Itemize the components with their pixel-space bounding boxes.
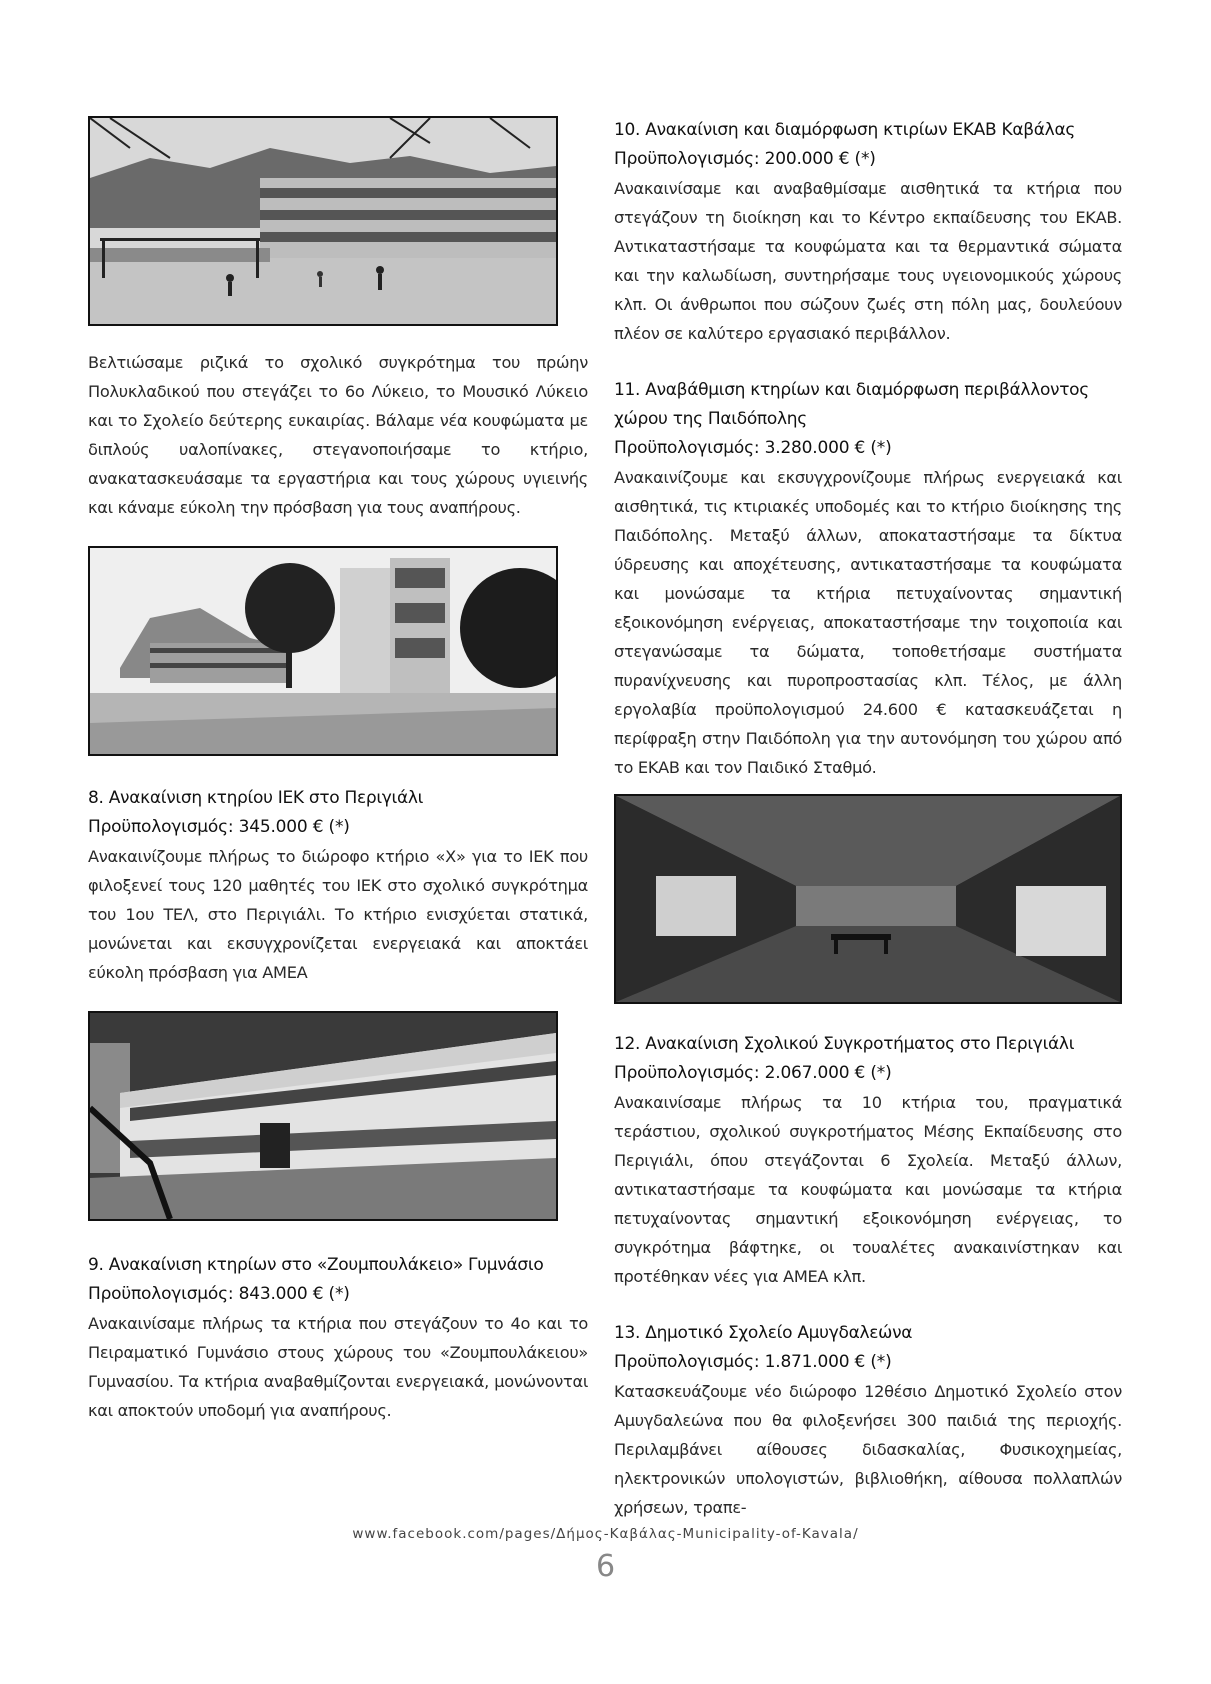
item-9-body: Ανακαινίσαμε πλήρως τα κτήρια που στεγάζουν το 4ο και το Πειραματικό Γυμνάσιο στους χώρους του «Ζουμπουλάκειου» Γυμνασίου. Τα κτήρια αναβαθμίζονται ενεργειακά, μονώνονται και αποκτούν υποδομή για αναπήρους. [88, 1314, 588, 1420]
item-8-title: 8. Ανακαίνιση κτηρίου ΙΕΚ στο Περιγιάλι [88, 788, 424, 808]
item-11-title: 11. Αναβάθμιση κτηρίων και διαμόρφωση περιβάλλοντος χώρου της Παιδόπολης [614, 380, 1089, 429]
school-yard-photo [88, 116, 558, 326]
left-column [88, 116, 588, 1425]
item-8 [88, 784, 588, 987]
item-9 [88, 1251, 588, 1425]
hall-interior-photo [614, 794, 1122, 1004]
item-13 [614, 1319, 1122, 1522]
right-column [614, 116, 1122, 1522]
item-12-body: Ανακαινίσαμε πλήρως τα 10 κτήρια του, πραγματικά τεράστιου, σχολικού συγκροτήματος Μέσης Εκπαίδευσης στο Περιγιάλι, όπου στεγάζονται 6 Σχολεία. Μεταξύ άλλων, αντικαταστήσαμε τα κουφώματα και μονώσαμε τα κτήρια πετυχαίνοντας σημαντική εξοικονόμηση ενέργειας, το συγκρότημα βάφτηκε, οι τουαλέτες ανακαινίστηκαν και προτέθηκαν νέες για ΑΜΕΑ κλπ. [614, 1093, 1122, 1286]
page-number: 6 [595, 1549, 616, 1584]
item-10 [614, 116, 1122, 348]
item-12-budget: Προϋπολογισμός: 2.067.000 € (*) [614, 1063, 892, 1083]
item-13-body: Κατασκευάζουμε νέο διώροφο 12θέσιο Δημοτικό Σχολείο στον Αμυγδαλεώνα που θα φιλοξενήσει 300 παιδιά της περιοχής. Περιλαμβάνει αίθουσες διδασκαλίας, Φυσικοχημείας, ηλεκτρονικών υπολογιστών, βιβλιοθήκη, αίθουσα πολλαπλών χρήσεων, τραπε- [614, 1382, 1122, 1517]
item-8-budget: Προϋπολογισμός: 345.000 € (*) [88, 817, 350, 837]
item-11-body: Ανακαινίζουμε και εκσυγχρονίζουμε πλήρως ενεργειακά και αισθητικά, τις κτιριακές υποδομές και το κτήριο διοίκησης της Παιδόπολης. Μεταξύ άλλων, αποκαταστήσαμε τα δίκτυα ύδρευσης και αποχέτευσης, αντικαταστήσαμε τα κουφώματα και μονώσαμε τα κτήρια πετυχαίνοντας σημαντική εξοικονόμηση ενέργειας, αποκαταστήσαμε την τοιχοποιία και στεγανώσαμε τα δώματα, τοποθετήσαμε συστήματα πυρανίχνευσης και πυροπροστασίας κλπ. Τέλος, με άλλη εργολαβία προϋπολογισμού 24.600 € κατασκευάζεται η περίφραξη στην Παιδόπολη για την αυτονόμηση του χώρου από το ΕΚΑΒ και τον Παιδικό Σταθμό. [614, 468, 1122, 777]
item-10-body: Ανακαινίσαμε και αναβαθμίσαμε αισθητικά τα κτήρια που στεγάζουν τη διοίκηση και το Κέντρο εκπαίδευσης του ΕΚΑΒ. Αντικαταστήσαμε τα κουφώματα και τα θερμαντικά σώματα και την καλωδίωση, συντηρήσαμε τους υγειονομικούς χώρους κλπ. Οι άνθρωποι που σώζουν ζωές στη πόλη μας, δουλεύουν πλέον σε καλύτερο εργασιακό περιβάλλον. [614, 179, 1122, 343]
item-12-title: 12. Ανακαίνιση Σχολικού Συγκροτήματος στο Περιγιάλι [614, 1034, 1075, 1054]
footer-url[interactable]: www.facebook.com/pages/Δήμος-Καβάλας-Municipality-of-Kavala/ [352, 1526, 859, 1542]
item-8-body: Ανακαινίζουμε πλήρως το διώροφο κτήριο «Χ» για το ΙΕΚ που φιλοξενεί τους 120 μαθητές του ΙΕΚ στο σχολικό συγκρότημα του 1ου ΤΕΛ, στο Περιγιάλι. Το κτήριο ενισχύεται στατικά, μονώνεται και εκσυγχρονίζεται ενεργειακά και αποκτάει εύκολη πρόσβαση για ΑΜΕΑ [88, 847, 588, 982]
item-12 [614, 1030, 1122, 1291]
item-10-title: 10. Ανακαίνιση και διαμόρφωση κτιρίων ΕΚΑΒ Καβάλας [614, 120, 1076, 140]
item-11 [614, 376, 1122, 782]
item-13-budget: Προϋπολογισμός: 1.871.000 € (*) [614, 1352, 892, 1372]
item-13-title: 13. Δημοτικό Σχολείο Αμυγδαλεώνα [614, 1323, 913, 1343]
school-building-photo [88, 546, 558, 756]
item-9-budget: Προϋπολογισμός: 843.000 € (*) [88, 1284, 350, 1304]
item-10-budget: Προϋπολογισμός: 200.000 € (*) [614, 149, 876, 169]
intro-paragraph: Βελτιώσαμε ριζικά το σχολικό συγκρότημα του πρώην Πολυκλαδικού που στεγάζει το 6ο Λύκειο, το Μουσικό Λύκειο και το Σχολείο δεύτερης ευκαιρίας. Βάλαμε νέα κουφώματα με διπλούς υαλοπίνακες, στεγανοποιήσαμε το κτήριο, ανακατασκευάσαμε τα εργαστήρια και τους χώρους υγιεινής και κάναμε εύκολη την πρόσβαση για τους αναπήρους. [88, 353, 588, 517]
iek-building-photo [88, 1011, 558, 1221]
item-11-budget: Προϋπολογισμός: 3.280.000 € (*) [614, 438, 892, 458]
item-9-title: 9. Ανακαίνιση κτηρίων στο «Ζουμπουλάκειο» Γυμνάσιο [88, 1255, 544, 1275]
